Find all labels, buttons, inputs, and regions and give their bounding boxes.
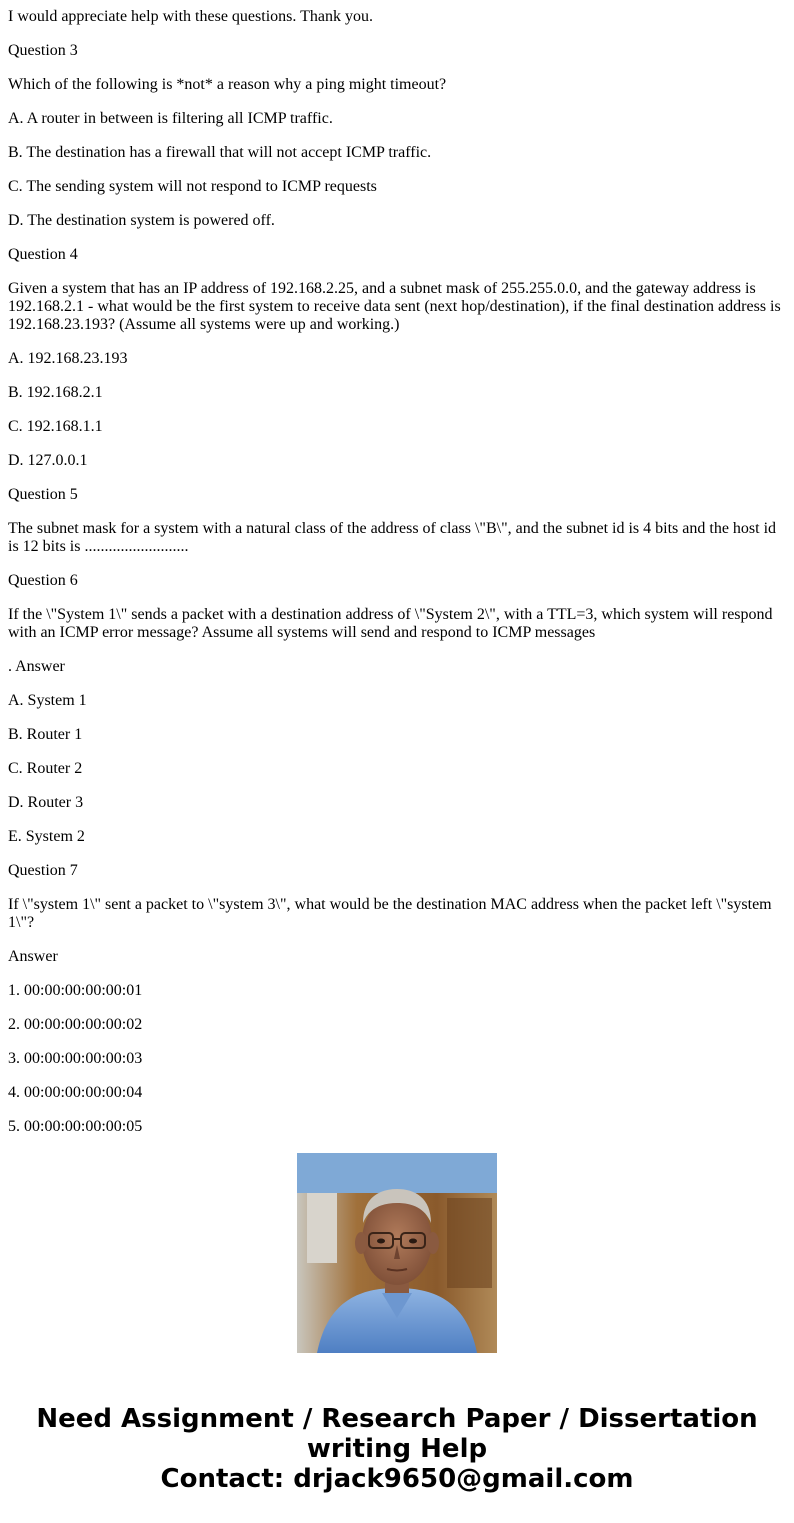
question-3-option-c: C. The sending system will not respond to ICMP requests: [8, 178, 377, 195]
promo-banner: [0, 1404, 794, 1494]
question-7-option-1: 1. 00:00:00:00:00:01: [8, 982, 143, 999]
question-3-text: Which of the following is *not* a reason why a ping might timeout?: [8, 76, 447, 93]
avatar: [297, 1153, 497, 1353]
question-4-option-d: D. 127.0.0.1: [8, 452, 88, 469]
promo-line-2: writing Help: [306, 1434, 488, 1464]
question-7-option-4: 4. 00:00:00:00:00:04: [8, 1084, 143, 1101]
question-7-heading: Question 7: [8, 862, 78, 879]
question-5-heading: Question 5: [8, 486, 78, 503]
question-document: [8, 0, 786, 1135]
avatar-portrait: [297, 1153, 497, 1353]
question-6-answer-label: . Answer: [8, 658, 65, 675]
question-6-heading: Question 6: [8, 572, 78, 589]
question-3-heading: Question 3: [8, 42, 78, 59]
question-3-option-b: B. The destination has a firewall that will not accept ICMP traffic.: [8, 144, 432, 161]
question-4-text: Given a system that has an IP address of 192.168.2.25, and a subnet mask of 255.255.0.0, and the gateway address is 192.168.2.1 - what would be the first system to receive data sent (next hop/destination), if the final destination address is 192.168.23.193? (Assume all systems were up and working.): [8, 280, 781, 333]
question-6-option-b: B. Router 1: [8, 726, 83, 743]
question-7-option-3: 3. 00:00:00:00:00:03: [8, 1050, 143, 1067]
question-6-option-e: E. System 2: [8, 828, 85, 845]
question-5-text: The subnet mask for a system with a natural class of the address of class \"B\", and the subnet id is 4 bits and the host id is 12 bits is ..........................: [8, 520, 777, 555]
intro-text: I would appreciate help with these questions. Thank you.: [8, 8, 373, 25]
question-6-option-d: D. Router 3: [8, 794, 84, 811]
question-4-option-b: B. 192.168.2.1: [8, 384, 103, 401]
question-4-option-c: C. 192.168.1.1: [8, 418, 103, 435]
promo-line-1: Need Assignment / Research Paper / Dissertation: [36, 1404, 758, 1434]
question-7-answer-label: Answer: [8, 948, 58, 965]
question-6-option-c: C. Router 2: [8, 760, 83, 777]
question-3-option-d: D. The destination system is powered off.: [8, 212, 275, 229]
question-7-option-2: 2. 00:00:00:00:00:02: [8, 1016, 143, 1033]
question-4-option-a: A. 192.168.23.193: [8, 350, 128, 367]
question-3-option-a: A. A router in between is filtering all ICMP traffic.: [8, 110, 333, 127]
question-6-option-a: A. System 1: [8, 692, 87, 709]
promo-contact: Contact: drjack9650@gmail.com: [160, 1464, 634, 1494]
question-6-text: If the \"System 1\" sends a packet with a destination address of \"System 2\", with a TTL=3, which system will respond with an ICMP error message? Assume all systems will send and respond to ICMP messages: [8, 606, 773, 641]
question-7-option-5: 5. 00:00:00:00:00:05: [8, 1118, 143, 1135]
question-4-heading: Question 4: [8, 246, 78, 263]
question-7-text: If \"system 1\" sent a packet to \"system 3\", what would be the destination MAC address when the packet left \"system 1\"?: [8, 896, 772, 931]
